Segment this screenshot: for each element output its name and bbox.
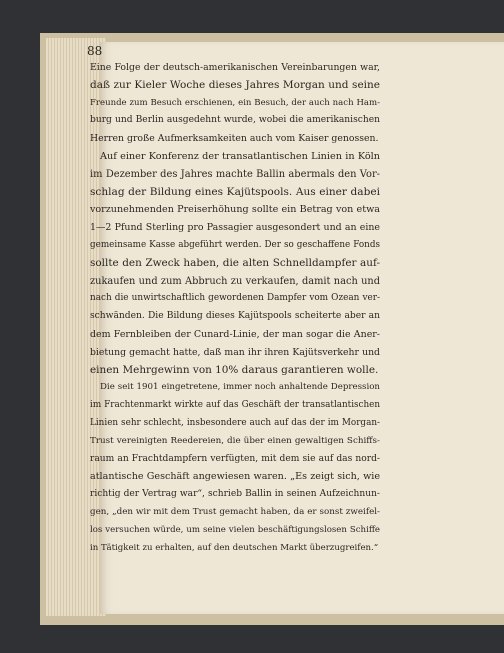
text-line: nach die unwirtschaftlich gewordenen Dampfer vom Ozean ver- [90,293,380,304]
text-line: sollte den Zweck haben, die alten Schnelldampfer auf- [90,256,380,269]
paragraph [90,59,380,148]
text-line: Trust vereinigten Reedereien, die über einen gewaltigen Schiffs- [90,435,380,446]
text-line: Die seit 1901 eingetretene, immer noch anhaltende Depression [100,382,380,393]
text-line: schwänden. Die Bildung dieses Kajütspools scheiterte aber an [90,311,380,322]
text-line: zukaufen und zum Abbruch zu verkaufen, damit nach und [90,275,380,287]
text-line: vorzunehmenden Preiserhöhung sollte ein Betrag von etwa [90,204,380,216]
text-line: im Frachtenmarkt wirkte auf das Geschäft der transatlantischen [90,400,380,411]
paragraph [90,148,380,379]
text-line: gemeinsame Kasse abgeführt werden. Der so geschaffene Fonds [90,239,380,250]
text-line: Linien sehr schlecht, insbesondere auch auf das der im Morgan- [90,417,380,428]
text-line: im Dezember des Jahres machte Ballin abermals den Vor- [90,168,380,180]
text-line: Freunde zum Besuch erschienen, ein Besuch, der auch nach Ham- [90,97,380,108]
text-line: einen Mehrgewinn von 10% daraus garantieren wolle. [90,363,379,376]
text-line: Auf einer Konferenz der transatlantischen Linien in Köln [100,150,380,162]
text-line: raum an Frachtdampfern verfügten, mit dem sie auf das nord- [90,453,380,464]
text-line: los versuchen würde, um seine vielen beschäftigungslosen Schiffe [90,524,380,535]
text-line: daß zur Kieler Woche dieses Jahres Morgan und seine [90,78,380,91]
text-line: dem Fernbleiben der Cunard-Linie, der man sogar die Aner- [90,328,380,340]
text-line: atlantische Geschäft angewiesen waren. „Es zeigt sich, wie [90,471,380,483]
text-line: Herren große Aufmerksamkeiten auch vom Kaiser genossen. [90,133,379,145]
text-line: bietung gemacht hatte, daß man ihr ihren Kajütsverkehr und [90,346,380,358]
text-line: Eine Folge der deutsch-amerikanischen Vereinbarungen war, [90,62,380,73]
text-line: burg und Berlin ausgedehnt wurde, wobei die amerikanischen [90,115,380,126]
paragraph [90,379,380,557]
text-line: 1—2 Pfund Sterling pro Passagier ausgesondert und an eine [90,222,380,234]
text-line: gen, „den wir mit dem Trust gemacht haben, da er sonst zweifel- [90,506,380,517]
text-line: richtig der Vertrag war“, schrieb Ballin in seinen Aufzeichnun- [90,489,380,500]
text-line: in Tätigkeit zu erhalten, auf den deutschen Markt überzugreifen.“ [90,542,379,553]
page-text [90,59,380,557]
page-number: 88 [87,44,103,58]
text-line: schlag der Bildung eines Kajütspools. Aus einer dabei [90,185,380,198]
